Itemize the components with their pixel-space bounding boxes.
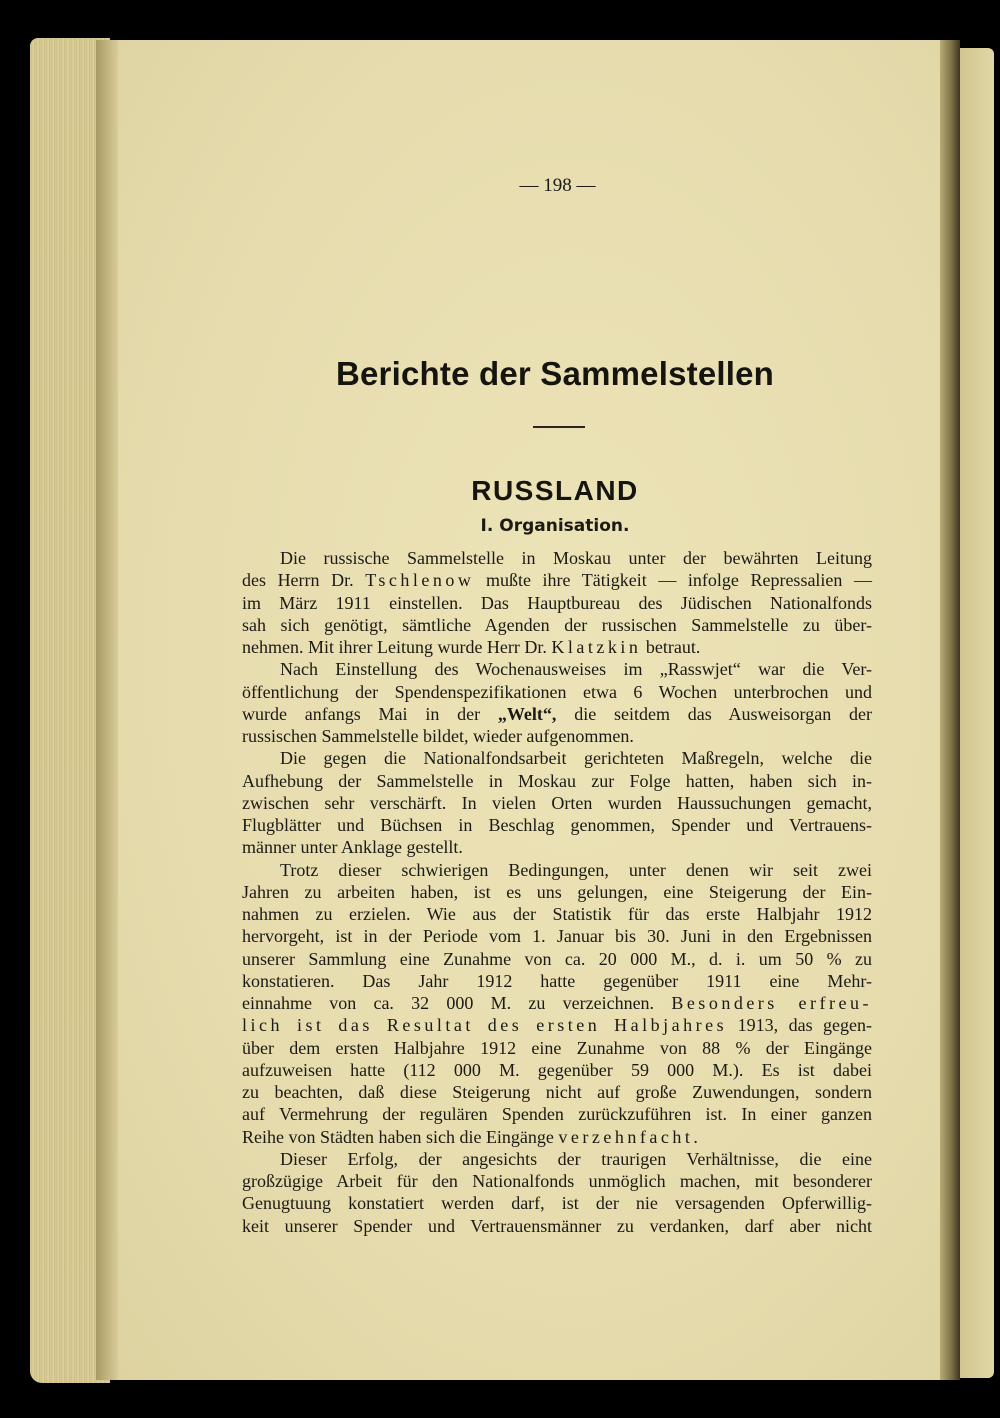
text-run: konstatieren. Das Jahr 1912 hatte gegenüber 1911 eine Mehr- bbox=[242, 970, 872, 991]
text-run: öffentlichung der Spendenspezifikationen etwa 6 Wochen unterbrochen und bbox=[242, 681, 872, 702]
text-run: Jahren zu arbeiten haben, ist es uns gelungen, eine Steigerung der Ein- bbox=[242, 881, 872, 902]
text-line bbox=[242, 1014, 872, 1036]
text-line bbox=[242, 1192, 872, 1214]
text-line bbox=[242, 725, 872, 747]
text-run: nahmen zu erzielen. Wie aus der Statistik für das erste Halbjahr 1912 bbox=[242, 904, 872, 924]
text-line bbox=[242, 1126, 872, 1148]
section-heading: I. Organisation. bbox=[480, 516, 630, 536]
text-line bbox=[242, 948, 872, 970]
text-run: wurde anfangs Mai in der bbox=[242, 703, 481, 724]
text-line bbox=[242, 1059, 872, 1081]
spaced-text: Besonders erfreu- bbox=[671, 993, 872, 1013]
text-run: russischen Sammelstelle bildet, wieder aufgenommen. bbox=[242, 726, 634, 746]
text-run: großzügige Arbeit für den Nationalfonds unmöglich machen, mit besonderer bbox=[242, 1171, 872, 1191]
text-line bbox=[242, 1103, 872, 1125]
text-line bbox=[242, 1215, 872, 1237]
text-run: Genugtuung konstatiert werden darf, ist der nie versagenden Opferwillig- bbox=[242, 1193, 872, 1214]
text-run: über dem ersten Halbjahre 1912 eine Zunahme von 88 % der Eingänge bbox=[242, 1037, 872, 1058]
text-line bbox=[242, 592, 872, 614]
text-run: männer unter Anklage gestellt. bbox=[242, 837, 463, 858]
text-run: Trotz dieser schwierigen Bedingungen, unter denen wir seit zwei bbox=[280, 859, 872, 880]
text-line bbox=[242, 658, 872, 680]
text-run: Reihe von Städten haben sich die Eingänge bbox=[242, 1126, 554, 1147]
text-line bbox=[242, 1148, 872, 1170]
text-run: mußte ihre Tätigkeit — infolge Repressalien — bbox=[486, 570, 872, 591]
spaced-text: lich ist das Resultat des ersten Halbjahres bbox=[242, 1015, 728, 1036]
text-line bbox=[242, 614, 872, 636]
text-run: Nach Einstellung des Wochenausweises im „Rasswjet“ war die Ver- bbox=[280, 659, 872, 680]
page-title: Berichte der Sammelstellen bbox=[335, 355, 775, 392]
text-run: Flugblätter und Büchsen in Beschlag genommen, Spender und Vertrauens- bbox=[242, 815, 872, 835]
text-run: zu beachten, daß diese Steigerung nicht auf große Zuwendungen, sondern bbox=[242, 1082, 872, 1102]
text-line bbox=[242, 1081, 872, 1103]
text-run: die seitdem das Ausweisorgan der bbox=[574, 703, 872, 724]
text-run: 1913, das gegen- bbox=[737, 1015, 873, 1036]
text-line bbox=[242, 992, 872, 1014]
book-spine bbox=[940, 40, 960, 1380]
title-divider bbox=[533, 426, 585, 428]
text-line bbox=[242, 681, 872, 703]
text-line bbox=[242, 770, 872, 792]
text-line bbox=[242, 1170, 872, 1192]
text-run: Dieser Erfolg, der angesichts der traurigen Verhältnisse, die eine bbox=[280, 1148, 872, 1169]
text-run: des Herrn Dr. bbox=[242, 570, 354, 591]
text-run: sah sich genötigt, sämtliche Agenden der russischen Sammelstelle zu über- bbox=[242, 614, 872, 635]
text-line bbox=[242, 636, 872, 658]
text-line bbox=[242, 903, 872, 925]
text-run: unserer Sammlung eine Zunahme von ca. 20 000 M., d. i. um 50 % zu bbox=[242, 948, 872, 969]
text-line bbox=[242, 569, 872, 591]
text-run: keit unserer Spender und Vertrauensmänner zu verdanken, darf aber nicht bbox=[242, 1215, 872, 1236]
text-run: Die gegen die Nationalfondsarbeit gerichteten Maßregeln, welche die bbox=[280, 748, 872, 769]
text-run: nehmen. Mit ihrer Leitung wurde Herr Dr. bbox=[242, 637, 547, 657]
text-run: im März 1911 einstellen. Das Hauptbureau des Jüdischen Nationalfonds bbox=[242, 592, 872, 613]
text-line bbox=[242, 814, 872, 836]
text-line bbox=[242, 547, 872, 569]
text-run: auf Vermehrung der regulären Spenden zurückzuführen ist. In einer ganzen bbox=[242, 1104, 872, 1125]
text-line bbox=[242, 703, 872, 725]
spaced-text: verzehnfacht. bbox=[558, 1126, 702, 1147]
page-number: — 198 — bbox=[519, 175, 596, 196]
text-line bbox=[242, 1037, 872, 1059]
text-run: aufzuweisen hatte (112 000 M. gegenüber 59 000 M.). Es ist dabei bbox=[242, 1059, 872, 1080]
spaced-name: Klatzkin bbox=[551, 637, 642, 657]
text-run: Aufhebung der Sammelstelle in Moskau zur Folge hatten, haben sich in- bbox=[242, 770, 872, 791]
facing-page-edge bbox=[960, 48, 994, 1378]
text-run: einnahme von ca. 32 000 M. zu verzeichnen. bbox=[242, 993, 655, 1013]
text-run: zwischen sehr verschärft. In vielen Orten wurden Haussuchungen gemacht, bbox=[242, 792, 872, 813]
spaced-name: Tschlenow bbox=[365, 570, 475, 591]
text-line bbox=[242, 925, 872, 947]
page-gutter bbox=[96, 40, 118, 1380]
country-heading: RUSSLAND bbox=[471, 475, 639, 506]
text-run: Die russische Sammelstelle in Moskau unter der bewährten Leitung bbox=[280, 548, 872, 568]
text-line bbox=[242, 836, 872, 858]
text-run: hervorgeht, ist in der Periode vom 1. Januar bis 30. Juni in den Ergebnissen bbox=[242, 926, 872, 947]
body-text bbox=[242, 547, 872, 1237]
text-line bbox=[242, 747, 872, 769]
bleed-through-shadow bbox=[680, 150, 880, 280]
bold-run: „Welt“, bbox=[497, 703, 557, 724]
text-line bbox=[242, 792, 872, 814]
text-line bbox=[242, 881, 872, 903]
text-line bbox=[242, 970, 872, 992]
text-line bbox=[242, 859, 872, 881]
text-run: betraut. bbox=[645, 637, 701, 657]
